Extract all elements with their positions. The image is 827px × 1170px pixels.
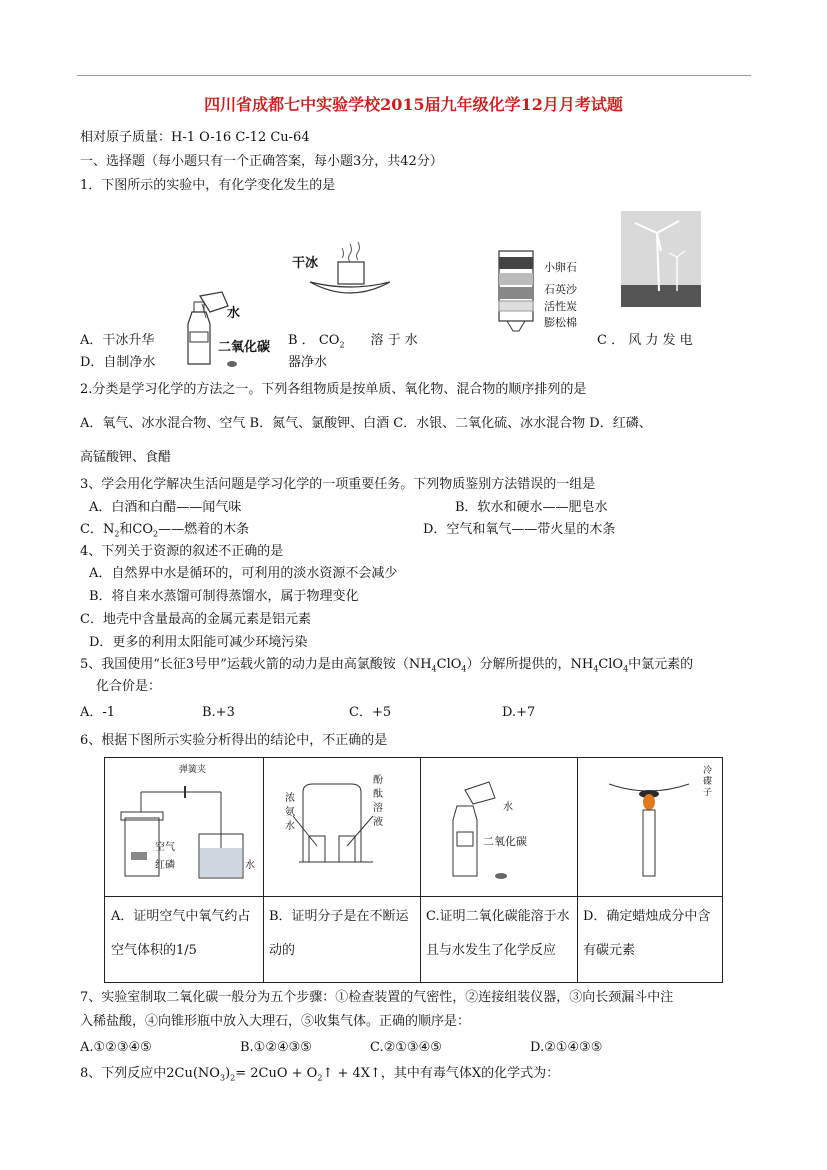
q1-carbon-label: 活性炭 — [544, 300, 577, 313]
clamp-label: 弹簧夹 — [179, 765, 207, 775]
q1-option-d: D．自制净水 — [80, 355, 156, 370]
q7-option-d: D.②①④③⑤ — [530, 1040, 603, 1055]
q7-option-c: C.②①③④⑤ — [370, 1040, 442, 1055]
q7-option-a: A.①②③④⑤ — [80, 1040, 152, 1055]
q5-stem: 5、我国使用“长征3号甲”运载火箭的动力是由高氯酸铵$(NH_4ClO_4)$分解所提供的，$NH_4ClO_4$中氯元素的 — [80, 657, 694, 674]
q6-figure-table — [104, 757, 723, 983]
q3-option-d: D．空气和氧气——带火星的木条 — [423, 522, 616, 537]
q2-stem: 2.分类是学习化学的方法之一。下列各组物质是按单质、氧化物、混合物的顺序排列的是 — [80, 382, 587, 397]
red-p-label: 红磷 — [155, 860, 175, 871]
q4-option-b: B．将自来水蒸馏可制得蒸馏水，属于物理变化 — [89, 589, 359, 604]
q6-option-c: C.证明二氧化碳能溶于水且与水发生了化学反应 — [426, 909, 570, 958]
q1-option-a: A．干冰升华 — [80, 333, 155, 348]
co2-solubility-figure — [435, 776, 565, 884]
atomic-masses: 相对原子质量：H-1 O-16 C-12 Cu-64 — [80, 130, 310, 145]
page-title: 四川省成都七中实验学校2015届九年级化学12月月考试题 — [204, 95, 623, 114]
q7-option-b: B.①②④③⑤ — [240, 1040, 312, 1055]
q5-option-c: C．+5 — [349, 705, 392, 720]
water-filter-figure — [493, 243, 541, 338]
wind-turbine-photo — [621, 211, 701, 307]
co2-bottle-figure — [180, 288, 275, 370]
q3-option-b: B．软水和硬水——肥皂水 — [455, 500, 608, 515]
candle-figure — [585, 776, 719, 886]
q5-option-d: D.+7 — [502, 705, 536, 720]
q7-stem-line2: 入稀盐酸，④向锥形瓶中放入大理石，⑤收集气体。正确的顺序是： — [80, 1014, 471, 1029]
q1-co2-label: 二氧化碳 — [218, 340, 271, 355]
q6-option-b: B．证明分子是在不断运动的 — [269, 909, 409, 958]
q5-stem-line2: 化合价是： — [96, 679, 162, 694]
q3-option-c: C．$N_2$和$CO_2——$燃着的木条 — [80, 522, 250, 539]
q1-cotton-label: 膨松棉 — [544, 316, 577, 329]
cold-plate-label: 冷碟子 — [703, 766, 713, 798]
q1-option-b-tail: 器净水 — [288, 355, 328, 370]
q2-options-line1: A．氧气、冰水混合物、空气 B．氮气、氯酸钾、白酒 C．水银、二氧化硫、冰水混合物 D．红磷、 — [80, 416, 652, 431]
water2-label: 水 — [503, 802, 513, 813]
q4-option-d: D．更多的利用太阳能可减少环境污染 — [89, 635, 308, 650]
header-rule — [77, 75, 751, 76]
q1-option-b: B ． $CO_2$ 溶 于 水 — [288, 333, 418, 350]
q1-pebble-label: 小卵石 — [544, 261, 577, 274]
q8-stem: 8、下列反应中$2Cu(NO_3)_2= 2CuO$ + $O_2↑$ + 4X↑，其中有毒气体X的化学式为： — [80, 1066, 560, 1083]
q6-option-d: D．确定蜡烛成分中含有碳元素 — [583, 909, 711, 958]
q6-co2-label: 二氧化碳 — [483, 835, 527, 848]
section-heading: 一、选择题（每小题只有一个正确答案，每小题3分，共42分） — [80, 154, 443, 169]
water-label: 水 — [245, 860, 255, 871]
air-label: 空气 — [155, 842, 175, 853]
q3-option-a: A．白酒和白醋——闻气味 — [89, 500, 242, 515]
q4-option-c: C．地壳中含量最高的金属元素是铝元素 — [80, 612, 311, 627]
q5-option-b: B.+3 — [202, 705, 235, 720]
q7-stem-line1: 7、实验室制取二氧化碳一般分为五个步骤：①检查装置的气密性，②连接组装仪器，③向长颈漏斗中注 — [80, 990, 674, 1005]
q1-stem: 1．下图所示的实验中，有化学变化发生的是 — [80, 178, 336, 193]
q1-option-c: C ． 风 力 发 电 — [597, 333, 693, 348]
q4-stem: 4、下列关于资源的叙述不正确的是 — [80, 544, 284, 559]
q5-option-a: A．-1 — [80, 705, 116, 720]
phenol-label: 酚酞溶液 — [373, 775, 383, 828]
q3-stem: 3、学会用化学解决生活问题是学习化学的一项重要任务。下列物质鉴别方法错误的一组是 — [80, 477, 596, 492]
q6-option-a: A．证明空气中氧气约占空气体积的1/5 — [111, 909, 251, 958]
q4-option-a: A．自然界中水是循环的，可利用的淡水资源不会减少 — [89, 566, 398, 581]
q2-options-line2: 高锰酸钾、食醋 — [80, 450, 172, 465]
q1-quartz-label: 石英沙 — [544, 283, 577, 296]
oxygen-experiment-figure — [111, 768, 259, 888]
ammonia-label: 浓氨水 — [285, 793, 295, 832]
q1-water-label: 水 — [227, 306, 241, 321]
q6-stem: 6、根据下图所示实验分析得出的结论中，不正确的是 — [80, 733, 388, 748]
q1-dry-ice-label: 干冰 — [292, 256, 319, 271]
